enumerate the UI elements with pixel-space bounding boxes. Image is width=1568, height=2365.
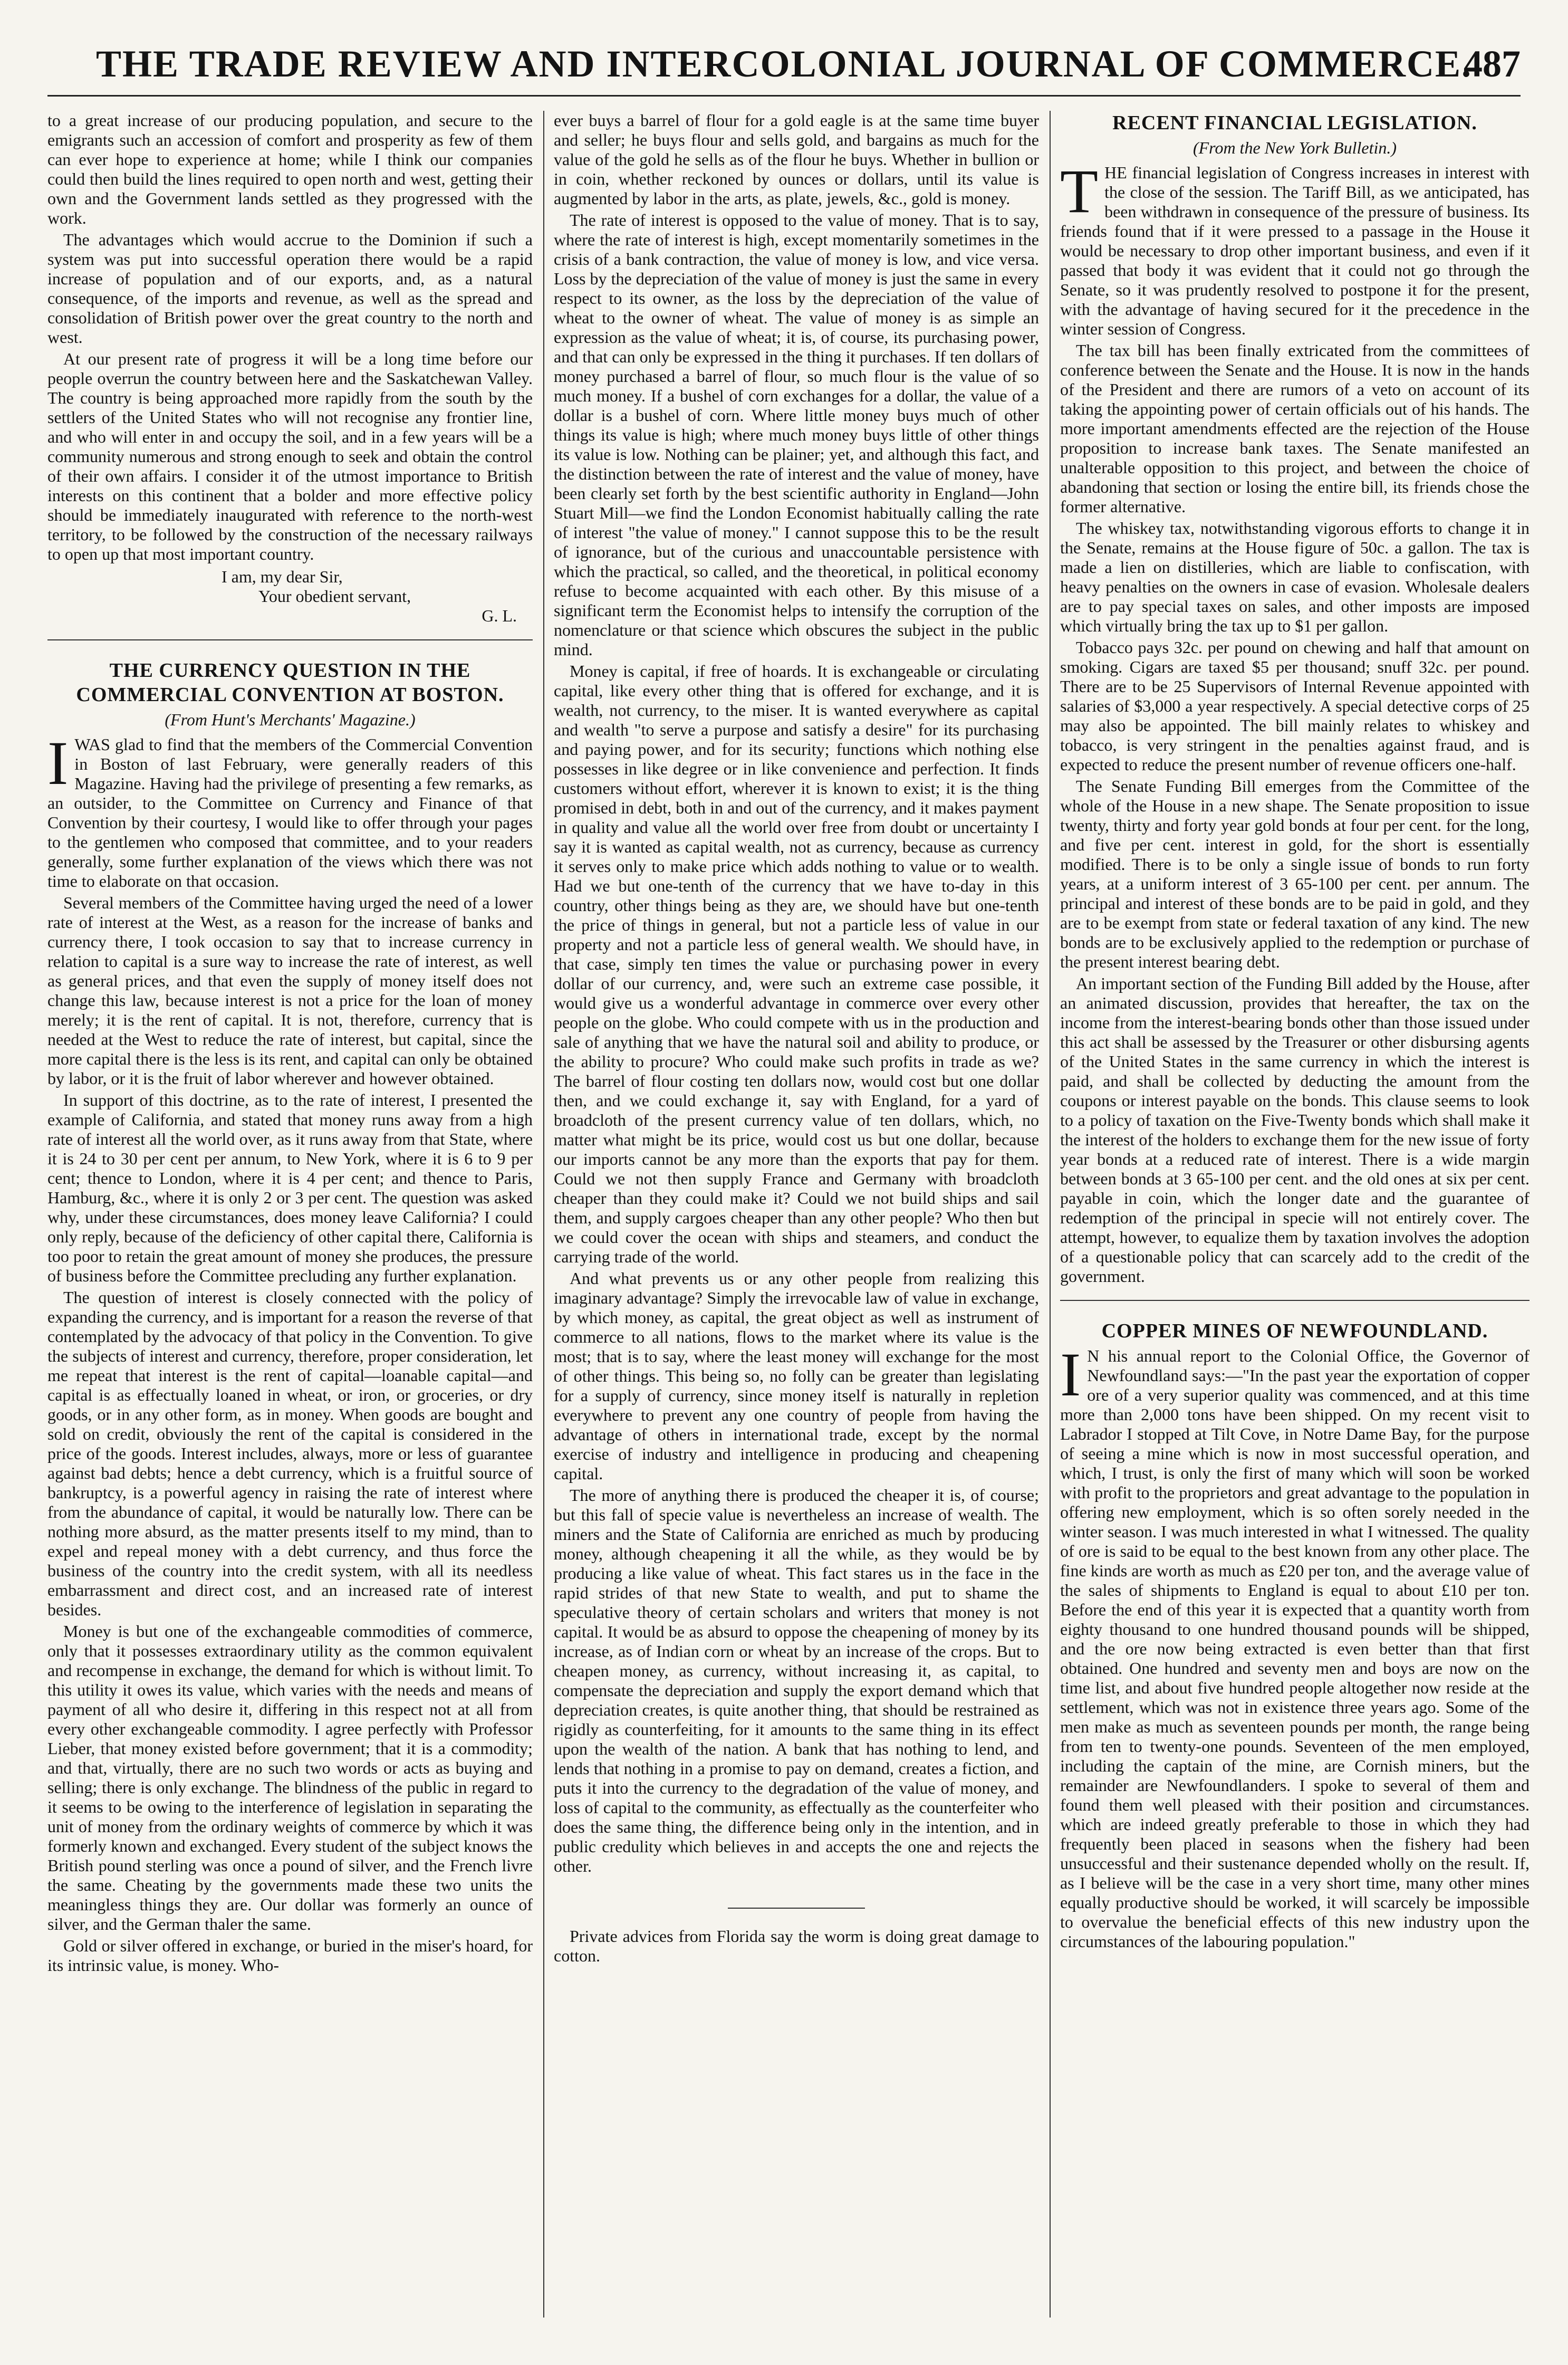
closing-line: Your obedient servant,	[258, 587, 411, 606]
body-paragraph: Tobacco pays 32c. per pound on chewing and half that amount on smoking. Cigars are taxed $5 per thousand; snuff 32c. per pound. There are to be 25 Supervisors of Internal Revenue appointed with salaries of $3,000 a year respectively. A special detective corps of 25 may also be appointed. The bill mainly relates to whiskey and tobacco, is very stringent in the penalties against fraud, and is expected to reduce the present number of revenue officers one-half.	[1060, 638, 1529, 774]
letter-signature	[47, 567, 533, 626]
article-source: (From the New York Bulletin.)	[1192, 138, 1397, 157]
body-paragraph: The rate of interest is opposed to the value of money. That is to say, where the rate of interest is high, except momentarily sometimes in the crisis of a bank contraction, the value of money is low, and vice versa. Loss by the depreciation of the value of money is just the same in every respect to its owner, as the loss by the depreciation of the value of wheat to the owner of wheat. The value of money is as simple an expression as the value of wheat; it is, of course, its purchasing power, and that can only be expressed in the thing it purchases. If ten dollars of money purchased a barrel of flour, so much flour is the value of so much money. If a bushel of corn exchanges for a dollar, the value of a dollar is a bushel of corn. Where little money buys much of other things its value is high; where much money buys little of other things its value is low. Nothing can be plainer; yet, and although this fact, and the distinction between the rate of interest and the value of money, have been clearly set forth by the best scientific authority in England—John Stuart Mill—we find the London Economist habitually calling the rate of interest "the value of money." I cannot suppose this to be the result of ignorance, but of the curious and unaccountable persistence with which the practical, so called, and the theoretical, in political economy refuse to become acquainted with each other. By this misuse of a significant term the Economist helps to intensify the corruption of the nomenclature or that science which obscures the subject in the public mind.	[554, 210, 1039, 659]
body-paragraph: The advantages which would accrue to the Dominion if such a system was put into successful operation there would be a rapid increase of population and of our exports, and, as a natural consequence, of the imports and revenue, as well as the spread and consolidation of British power over the great country to the north and west.	[47, 230, 533, 347]
article-divider	[728, 1908, 865, 1909]
signature-initials: G. L.	[482, 606, 517, 625]
body-paragraph: The tax bill has been finally extricated from the committees of conference between the Senate and the House. It is now in the hands of the President and there are rumors of a veto on account of its taking the appointing power of certain officials out of his hands. The more important amendments effected are the rejection of the House proposition to increase bank taxes. The Senate manifested an unalterable opposition to this project, and between the choice of abandoning that section or losing the entire bill, its friends chose the former alternative.	[1060, 341, 1529, 516]
body-paragraph: At our present rate of progress it will be a long time before our people overrun the country between here and the Saskatchewan Valley. The country is being approached more rapidly from the south by the settlers of the United States who will not recognise any frontier line, and who will enter in and occupy the soil, and in a few years will be a community numerous and strong enough to seek and obtain the control of their own affairs. I consider it of the utmost importance to British interests on this continent that a bolder and more effective policy should be immediately inaugurated with reference to the north-west territory, to be followed by the construction of the necessary railways to open up that most important country.	[47, 349, 533, 563]
body-paragraph: The Senate Funding Bill emerges from the Committee of the whole of the House in a new shape. The Senate proposition to issue twenty, thirty and forty year gold bonds at four per cent. for the long, and five per cent. interest in gold, for the short is essentially modified. There is to be only a single issue of bonds to run forty years, at a uniform interest of 3 65-100 per cent. per annum. The principal and interest of these bonds are to be paid in gold, and they are to be exempt from state or federal taxation of any kind. The new bonds are to be exclusively applied to the redemption or purchase of the present interest bearing debt.	[1060, 777, 1529, 971]
body-paragraph: ever buys a barrel of flour for a gold eagle is at the same time buyer and seller; he buys flour and sells gold, and bargains as much for the value of the gold he sells as of the flour he buys. Whether in bullion or in coin, whether reckoned by ounces or dollars, until its value is augmented by labor in the arts, as plate, jewels, &c., gold is money.	[554, 111, 1039, 208]
page-number: 487	[1464, 43, 1521, 85]
article-divider	[47, 639, 533, 640]
body-paragraph: Several members of the Committee having urged the need of a lower rate of interest at the West, as a reason for the increase of banks and currency there, I took occasion to say that to increase currency in relation to capital is a sure way to increase the rate of interest, as well as general prices, and that even the supply of money itself does not change this law, because interest is not a price for the loan of money merely; it is the rent of capital. It is not, therefore, currency that is needed at the West to reduce the rate of interest, but capital, since the more capital there is the less is its rent, and capital can only be obtained by labor, or it is the fruit of labor wherever and however obtained.	[47, 893, 533, 1088]
column-left	[47, 111, 533, 2318]
lead-text: HE financial legislation of Congress increases in interest with the close of the session. The Tariff Bill, as we anticipated, has been withdrawn in consequence of the pressure of business. Its friends found that if it were pressed to a passage in the House it would be necessary to drop other important business, and even if it passed that body it was evident that it could not go through the Senate, so it was prudently resolved to postpone it for the present, with the advantage of having secured for it the precedence in the winter session of Congress.	[1060, 163, 1529, 338]
body-paragraph: Gold or silver offered in exchange, or buried in the miser's hoard, for its intrinsic value, is money. Who-	[47, 1936, 533, 1975]
lead-text: N his annual report to the Colonial Office, the Governor of Newfoundland says:—"In the past year the exportation of copper ore of a very superior quality was commenced, and at this time more than 2,000 tons have been shipped. On my recent visit to Labrador I stopped at Tilt Cove, in Notre Dame Bay, for the purpose of seeing a mine which is now in most successful operation, and which, I trust, is only the first of many which will soon be worked with profit to the proprietors and great advantage to the population in offering new employment, which is so often sorely needed in the winter season. I was much interested in what I witnessed. The quality of ore is said to be equal to the best known from any other place. The fine kinds are worth as much as £20 per ton, and the average value of the sales of shipments to England is equal to about £10 per ton. Before the end of this year it is expected that a quantity worth from eighty thousand to one hundred thousand pounds will be shipped, and the ore now being extracted is even better than that first obtained. One hundred and seventy men and boys are now on the time list, and about five hundred people altogether now reside at the settlement, which was not in existence three years ago. Some of the men make as much as seventeen pounds per month, the range being from ten to twenty-one pounds. Seventeen of the men employed, including the captain of the mine, are Cornish miners, but the remainder are Newfoundlanders. I spoke to several of them and found them well pleased with their position and circumstances. which are indeed greatly preferable to those in which they had frequently been placed in seasons when the fishery had been unsuccessful and their sustenance depended wholly on the result. If, as I believe will be the case in a very short time, many other mines equally productive should be worked, it will scarcely be impossible to overvalue the beneficial effects of this new industry upon the circumstances of the labouring population."	[1060, 1346, 1529, 1951]
article-divider	[1060, 1300, 1529, 1301]
lead-paragraph	[1060, 1340, 1529, 1951]
lead-paragraph	[1060, 157, 1529, 339]
body-paragraph: In support of this doctrine, as to the rate of interest, I presented the example of California, and stated that money runs away from a high rate of interest all the world over, as it runs away from that State, where it is 24 to 30 per cent per annum, to New York, where it is 6 to 9 per cent; thence to London, where it is 4 per cent; and thence to Paris, Hamburg, &c., where it is only 2 or 3 per cent. The question was asked why, under these circumstances, does money leave California? I could only reply, because of the deficiency of other capital there, California is too poor to retain the great amount of money she produces, the pressure of business before the Committee precluding any further explanation.	[47, 1090, 533, 1285]
drop-cap: I	[1060, 1340, 1081, 1409]
body-paragraph: to a great increase of our producing population, and secure to the emigrants such an accession of comfort and prosperity as few of them can ever hope to experience at home; while I think our companies could then build the lines required to open north and west, getting their own and the Government lands settled as they progressed with the work.	[47, 111, 533, 227]
body-paragraph: Money is but one of the exchangeable commodities of commerce, only that it possesses extraordinary utility as the common equivalent and recompense in exchange, the demand for which is without limit. To this utility it owes its value, which varies with the needs and means of payment of all who desire it, differing in this respect not at all from every other exchangeable commodity. I agree perfectly with Professor Lieber, that money existed before government; that it is a commodity; and that, virtually, there are no such two words or acts as buying and selling; there is only exchange. The blindness of the public in regard to it seems to be owing to the interference of legislation in separating the unit of money from the ordinary weights of commerce by which it was formerly known and exchanged. Every student of the subject knows the British pound sterling was once a pound of silver, and the French livre the same. Cheating by the governments made these two units the meaningless things they are. Our dollar was formerly an ounce of silver, and the German thaler the same.	[47, 1622, 533, 1933]
closing-line: I am, my dear Sir,	[222, 567, 343, 586]
body-paragraph: An important section of the Funding Bill added by the House, after an animated discussion, provides that hereafter, the tax on the income from the interest-bearing bonds other than those issued under this act shall be assessed by the Treasurer or other disbursing agents of the United States in the same currency in which the interest is paid, and shall be collected by deducting the amount from the coupons or interest payable on the bonds. This clause seems to look to a policy of taxation on the Five-Twenty bonds which shall make it the interest of the holders to exchange them for the new issue of forty year bonds at a reduced rate of interest. There is a wide margin between bonds at 3 65-100 per cent. and the old ones at six per cent. payable in coin, which the longer date and the guarantee of redemption of the principal in specie will not entirely cover. The attempt, however, to equalize them by taxation involves the adoption of a questionable policy that can scarcely add to the credit of the government.	[1060, 974, 1529, 1286]
news-note: Private advices from Florida say the worm is doing great damage to cotton.	[554, 1927, 1039, 1965]
column-rule	[543, 111, 544, 2318]
running-header	[47, 37, 1521, 97]
body-paragraph: And what prevents us or any other people from realizing this imaginary advantage? Simply the irrevocable law of value in exchange, by which money, as capital, the great object as well as instrument of commerce to all nations, flows to the market where its value is the most; that is to say, where the least money will exchange for the most of other things. This being so, no folly can be greater than legislating for a supply of currency, since money itself is naturally in repletion everywhere to prevent any one country of people from having the advantage of others in international trade, except by the normal exercise of industry and intelligence in producing and cheapening capital.	[554, 1269, 1039, 1483]
body-paragraph: The whiskey tax, notwithstanding vigorous efforts to change it in the Senate, remains at the House figure of 50c. a gallon. The tax is made a lien on distilleries, which are liable to confiscation, with heavy penalties on the owners in case of evasion. Wholesale dealers are to pay special taxes on sales, and other imposts are imposed which virtually bring the tax up to $1 per gallon.	[1060, 519, 1529, 635]
drop-cap: I	[47, 729, 69, 798]
column-middle	[554, 111, 1039, 2318]
article-headline: THE CURRENCY QUESTION IN THE COMMERCIAL CONVENTION AT BOSTON.	[76, 659, 504, 706]
lead-text: WAS glad to find that the members of the Commercial Convention in Boston of last February, were generally readers of this Magazine. Having had the privilege of presenting a few remarks, as an outsider, to the Committee on Currency and Finance of that Convention by their courtesy, I would like to offer through your pages to the gentlemen who composed that committee, and to your readers generally, some further explanation of the views which there was not time to elaborate on that occasion.	[47, 735, 533, 891]
body-paragraph: The more of anything there is produced the cheaper it is, of course; but this fall of specie value is nevertheless an increase of wealth. The miners and the State of California are enriched as much by producing money, although cheapening it all the while, as they would be by producing a like value of wheat. This fact stares us in the face in the rapid strides of that new State to wealth, and put to shame the speculative theory of certain scholars and writers that money is not capital. It would be as absurd to oppose the cheapening of money by its increase, as of Indian corn or wheat by an increase of the crops. But to cheapen money, as currency, without increasing it, as capital, to compensate the depreciation and supply the export demand which that depreciation creates, is quite another thing, that should be restrained as rigidly as counterfeiting, for it amounts to the same thing in its effect upon the wealth of the nation. A bank that has nothing to lend, and lends that nothing in a promise to pay on demand, creates a fiction, and puts it into the currency to the degradation of the value of money, and loss of capital to the community, as effectually as the counterfeiter who does the same thing, the difference being only in the intention, and in public credulity which believes in and accepts the one and rejects the other.	[554, 1486, 1039, 1875]
article-headline: RECENT FINANCIAL LEGISLATION.	[1112, 112, 1477, 134]
article-headline: COPPER MINES OF NEWFOUNDLAND.	[1101, 1320, 1488, 1342]
lead-paragraph	[47, 729, 533, 891]
column-rule	[1050, 111, 1051, 2318]
journal-title: THE TRADE REVIEW AND INTERCOLONIAL JOURNAL OF COMMERCE.	[95, 43, 1472, 85]
article-source: (From Hunt's Merchants' Magazine.)	[165, 710, 416, 729]
column-right	[1060, 111, 1529, 2318]
body-paragraph: The question of interest is closely connected with the policy of expanding the currency, and is important for a reason the reverse of that contemplated by the advocacy of that policy in the Convention. To give the subjects of interest and currency, therefore, proper consideration, let me repeat that interest is the rent of capital—loanable capital—and capital is as effectually loaned in wheat, or iron, or groceries, or dry goods, or in any other form, as in money. When goods are bought and sold on credit, obviously the rent of the capital is considered in the price of the goods. Interest includes, always, more or less of guarantee against bad debts; hence a debt currency, which is a fruitful source of bankruptcy, is a powerful agency in raising the rate of interest where from the abundance of capital, it would be naturally low. There can be nothing more absurd, as the matter presents itself to my mind, than to expel and repeal money with a debt currency, and thus force the business of the country into the credit system, with all its needless embarrassment and direct cost, and an increased rate of interest besides.	[47, 1288, 533, 1619]
drop-cap: T	[1060, 157, 1099, 226]
body-paragraph: Money is capital, if free of hoards. It is exchangeable or circulating capital, like every other thing that is offered for exchange, and it is wealth, not currency, to the miser. It is wanted everywhere as capital and wealth "to serve a purpose and satisfy a desire" for its purchasing and paying power, and for its security; functions which nothing else possesses in like degree or in like convenience and perfection. It finds customers without effort, wherever it is known to exist; it is the thing promised in debt, both in and out of the currency, and it makes payment in quality and value all the world over free from doubt or uncertainty I say it is wanted as capital wealth, not as currency, because as currency it serves only to make price which adds nothing to value or to wealth. Had we but one-tenth of the currency that we have to-day in this country, other things being as they are, we should have but one-tenth the price of things in general, but not a particle less of value in our property and not a particle less of general wealth. We should have, in that case, simply ten times the value or purchasing power in every dollar of our currency, and, were such an extreme case possible, it would give us a wonderful advantage in commerce over every other people on the globe. Who could compete with us in the production and sale of anything that we have the natural soil and ability to produce, or the ability to procure? Who could make such profits in trade as we? The barrel of flour costing ten dollars now, would cost but one dollar then, and we could exchange it, say with England, for a yard of broadcloth of the present currency value of ten dollars, which, no matter what might be its price, would cost us but one dollar, because our imports cannot be any more than the exports that pay for them. Could we not then supply France and Germany with broadcloth cheaper than they could make it? Could we not build ships and sail them, and supply cargoes cheaper than any other people? Who then but we could cover the ocean with ships and steamers, and conduct the carrying trade of the world.	[554, 662, 1039, 1266]
